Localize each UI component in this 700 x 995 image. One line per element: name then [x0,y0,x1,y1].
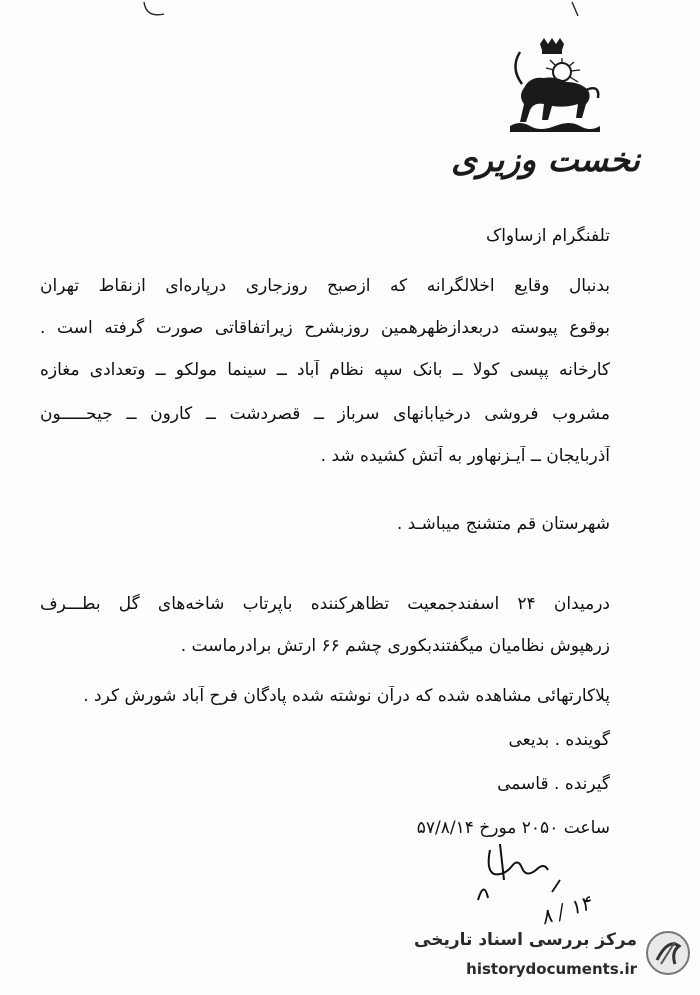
lion-and-sun-emblem-icon [500,38,610,138]
paragraph2: شهرستان قم متشنج میباشـد . [396,514,610,534]
letterhead-title: نخست وزیری [451,140,640,179]
paragraph3-line1: درمیدان ۲۴ اسفندجمعیت تظاهرکننده باپرتاب شاخه‌های گل بطـــرف [40,594,610,614]
speaker-line: گوینده . بدیعی [508,730,610,750]
paragraph1-line5: آذربایجان ــ آیـزنهاور به آتش کشیده شد . [320,446,610,466]
scan-mark-left [140,0,170,22]
archive-logo-icon [645,930,691,976]
scan-mark-right [568,0,588,22]
telegram-heading: تلفنگرام ازساواک [485,226,610,246]
receiver-line: گیرنده . قاسمی [497,774,610,794]
paragraph3-line3: پلاکارتهائی مشاهده شده که درآن نوشته شده پادگان فرح آباد شورش کرد . [83,686,610,706]
time-line: ساعت ۲۰۵۰ مورخ ۵۷/۸/۱۴ [416,818,610,838]
signature-date-note: ۱۴ / ۸ [537,890,595,930]
paragraph1-line1: بدنبال وقایع اخلالگرانه که ازصبح روزجاری درپاره‌ای ازنقاط تهران [40,276,610,296]
watermark [400,922,695,992]
watermark-url: historydocuments.ir [466,960,637,978]
paragraph1-line4: مشروب فروشی درخیابانهای سرباز ــ قصردشت ــ کارون ــ جیحـــــون [40,404,610,424]
watermark-title: مرکز بررسی اسناد تاریخی [414,930,637,950]
paragraph1-line3: کارخانه پپسی کولا ــ بانک سپه نظام آباد ــ سینما مولکو ــ وتعدادی مغازه [40,360,610,380]
paragraph3-line2: زرهپوش نظامیان میگفتندبکوری چشم ۶۶ ارتش برادرماست . [180,636,610,656]
paragraph1-line2: بوقوع پیوسته دربعدازظهرهمین روزبشرح زیراتفاقاتی صورت گرفته است . [40,318,610,338]
